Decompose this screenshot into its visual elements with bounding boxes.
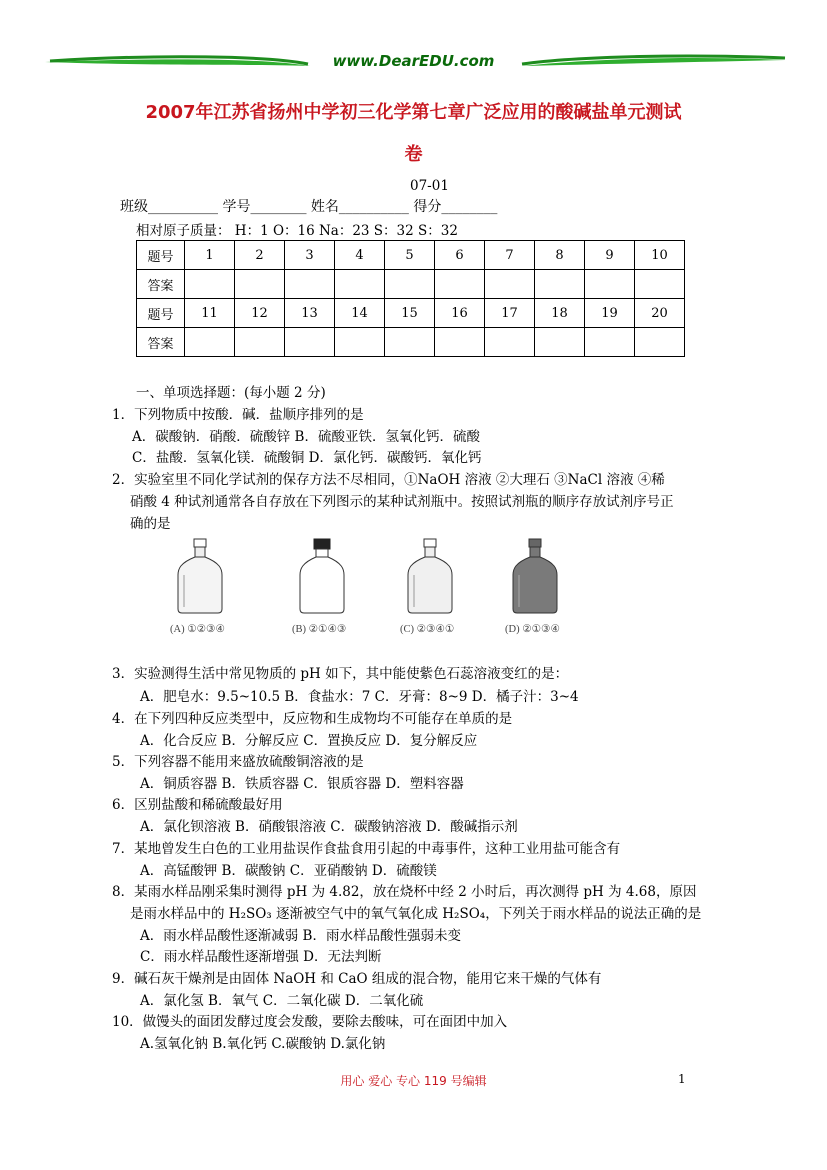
question-number-cell: 3 xyxy=(285,241,335,270)
site-logo-text[interactable]: www.DearEDU.com xyxy=(332,52,495,70)
question-stem: 硝酸 4 种试剂通常各自存放在下列图示的某种试剂瓶中。按照试剂瓶的顺序存放试剂序号正 xyxy=(130,494,674,510)
answer-cell[interactable] xyxy=(535,270,585,299)
question-number-cell: 12 xyxy=(235,299,285,328)
student-info-line: 班级__________ 学号________ 姓名__________ 得分________ xyxy=(120,199,498,215)
question-number-cell: 8 xyxy=(535,241,585,270)
bottle-option-a xyxy=(170,535,260,635)
question-options: A．碳酸钠．硝酸．硫酸锌 B．硫酸亚铁．氢氧化钙．硫酸 xyxy=(132,429,480,445)
answer-cell[interactable] xyxy=(235,270,285,299)
rubber-stopper-bottle-icon xyxy=(292,535,352,617)
answer-cell[interactable] xyxy=(185,270,235,299)
question-options: A．雨水样品酸性逐渐减弱 B．雨水样品酸性强弱未变 xyxy=(140,928,461,944)
question-options: A．肥皂水：9.5~10.5 B．食盐水：7 C．牙膏：8~9 D．橘子汁：3~4 xyxy=(140,689,579,705)
answer-cell[interactable] xyxy=(635,270,685,299)
answer-cell[interactable] xyxy=(285,270,335,299)
document-title-continued: 卷 xyxy=(404,144,423,165)
question-stem: 4．在下列四种反应类型中，反应物和生成物均不可能存在单质的是 xyxy=(112,711,513,727)
atomic-mass-line: 相对原子质量： H：1 O：16 Na：23 S：32 S：32 xyxy=(136,223,458,239)
question-number-cell: 7 xyxy=(485,241,535,270)
question-options: A．氯化钡溶液 B．硝酸银溶液 C．碳酸钠溶液 D．酸碱指示剂 xyxy=(140,819,518,835)
question-options: C．雨水样品酸性逐渐增强 D．无法判断 xyxy=(140,949,382,965)
question-number-cell: 20 xyxy=(635,299,685,328)
table-row xyxy=(137,328,685,357)
question-number-cell: 4 xyxy=(335,241,385,270)
bottle-option-d xyxy=(505,535,595,635)
bottle-caption: (D) ②①③④ xyxy=(505,624,560,635)
document-date: 07-01 xyxy=(410,178,449,194)
question-number-cell: 18 xyxy=(535,299,585,328)
narrow-mouth-clear-bottle-icon xyxy=(170,535,230,617)
question-options: A．高锰酸钾 B．碳酸钠 C．亚硝酸钠 D．硫酸镁 xyxy=(140,863,437,879)
table-row xyxy=(137,241,685,270)
answer-cell[interactable] xyxy=(335,270,385,299)
question-number-cell: 2 xyxy=(235,241,285,270)
question-stem: 1．下列物质中按酸．碱．盐顺序排列的是 xyxy=(112,407,364,423)
question-number-cell: 13 xyxy=(285,299,335,328)
question-stem: 确的是 xyxy=(130,516,171,532)
answer-cell[interactable] xyxy=(435,328,485,357)
question-number-cell: 6 xyxy=(435,241,485,270)
answer-cell[interactable] xyxy=(485,270,535,299)
section-heading: 一、单项选择题：(每小题 2 分) xyxy=(136,385,326,401)
page-footer: 用心 爱心 专心 119 号编辑 xyxy=(340,1074,487,1088)
question-stem: 7．某地曾发生白色的工业用盐误作食盐食用引起的中毒事件，这种工业用盐可能含有 xyxy=(112,841,621,857)
question-number-cell: 14 xyxy=(335,299,385,328)
table-header-cell: 答案 xyxy=(137,270,185,299)
table-header-cell: 题号 xyxy=(137,299,185,328)
answer-cell[interactable] xyxy=(435,270,485,299)
ground-glass-stopper-bottle-icon xyxy=(400,535,460,617)
bottle-option-b xyxy=(292,535,382,635)
question-options: A．化合反应 B．分解反应 C．置换反应 D．复分解反应 xyxy=(140,733,478,749)
document-title: 2007年江苏省扬州中学初三化学第七章广泛应用的酸碱盐单元测试 xyxy=(145,102,682,123)
question-options: C．盐酸．氢氧化镁．硫酸铜 D．氯化钙．碳酸钙．氧化钙 xyxy=(132,450,482,466)
question-options: A．铜质容器 B．铁质容器 C．银质容器 D．塑料容器 xyxy=(140,776,464,792)
question-options: A.氢氧化钠 B.氧化钙 C.碳酸钠 D.氯化钠 xyxy=(140,1036,386,1052)
question-stem: 5．下列容器不能用来盛放硫酸铜溶液的是 xyxy=(112,754,364,770)
bottle-caption: (C) ②③④① xyxy=(400,624,455,635)
question-stem: 10．做馒头的面团发酵过度会发酸，要除去酸味，可在面团中加入 xyxy=(112,1014,508,1030)
page-number: 1 xyxy=(678,1072,686,1086)
question-number-cell: 16 xyxy=(435,299,485,328)
answer-cell[interactable] xyxy=(285,328,335,357)
answer-cell[interactable] xyxy=(535,328,585,357)
question-stem: 2．实验室里不同化学试剂的保存方法不尽相同，①NaOH 溶液 ②大理石 ③NaCl 溶液 ④稀 xyxy=(112,472,665,488)
question-number-cell: 15 xyxy=(385,299,435,328)
table-header-cell: 答案 xyxy=(137,328,185,357)
answer-cell[interactable] xyxy=(585,270,635,299)
answer-cell[interactable] xyxy=(585,328,635,357)
question-stem: 8．某雨水样品刚采集时测得 pH 为 4.82，放在烧杯中经 2 小时后，再次测得 pH 为 4.68，原因 xyxy=(112,884,697,900)
answer-cell[interactable] xyxy=(385,270,435,299)
question-number-cell: 11 xyxy=(185,299,235,328)
answer-cell[interactable] xyxy=(635,328,685,357)
bottle-option-c xyxy=(400,535,490,635)
table-header-cell: 题号 xyxy=(137,241,185,270)
reagent-bottles-figure xyxy=(160,535,620,635)
bottle-caption: (A) ①②③④ xyxy=(170,624,225,635)
answer-table xyxy=(136,240,685,357)
question-stem: 9．碱石灰干燥剂是由固体 NaOH 和 CaO 组成的混合物，能用它来干燥的气体有 xyxy=(112,971,602,987)
answer-cell[interactable] xyxy=(385,328,435,357)
brown-bottle-icon xyxy=(505,535,565,617)
question-number-cell: 10 xyxy=(635,241,685,270)
question-number-cell: 19 xyxy=(585,299,635,328)
table-row xyxy=(137,299,685,328)
question-options: A．氯化氢 B．氧气 C．二氧化碳 D．二氧化硫 xyxy=(140,993,424,1009)
answer-cell[interactable] xyxy=(335,328,385,357)
answer-cell[interactable] xyxy=(485,328,535,357)
question-number-cell: 1 xyxy=(185,241,235,270)
question-number-cell: 5 xyxy=(385,241,435,270)
answer-cell[interactable] xyxy=(185,328,235,357)
question-stem: 6．区别盐酸和稀硫酸最好用 xyxy=(112,797,283,813)
table-row xyxy=(137,270,685,299)
answer-cell[interactable] xyxy=(235,328,285,357)
question-number-cell: 17 xyxy=(485,299,535,328)
question-number-cell: 9 xyxy=(585,241,635,270)
bottle-caption: (B) ②①④③ xyxy=(292,624,347,635)
question-stem: 3．实验测得生活中常见物质的 pH 如下，其中能使紫色石蕊溶液变红的是： xyxy=(112,666,569,682)
question-stem: 是雨水样品中的 H₂SO₃ 逐渐被空气中的氧气氧化成 H₂SO₄，下列关于雨水样品的说法正确的是 xyxy=(130,906,702,922)
